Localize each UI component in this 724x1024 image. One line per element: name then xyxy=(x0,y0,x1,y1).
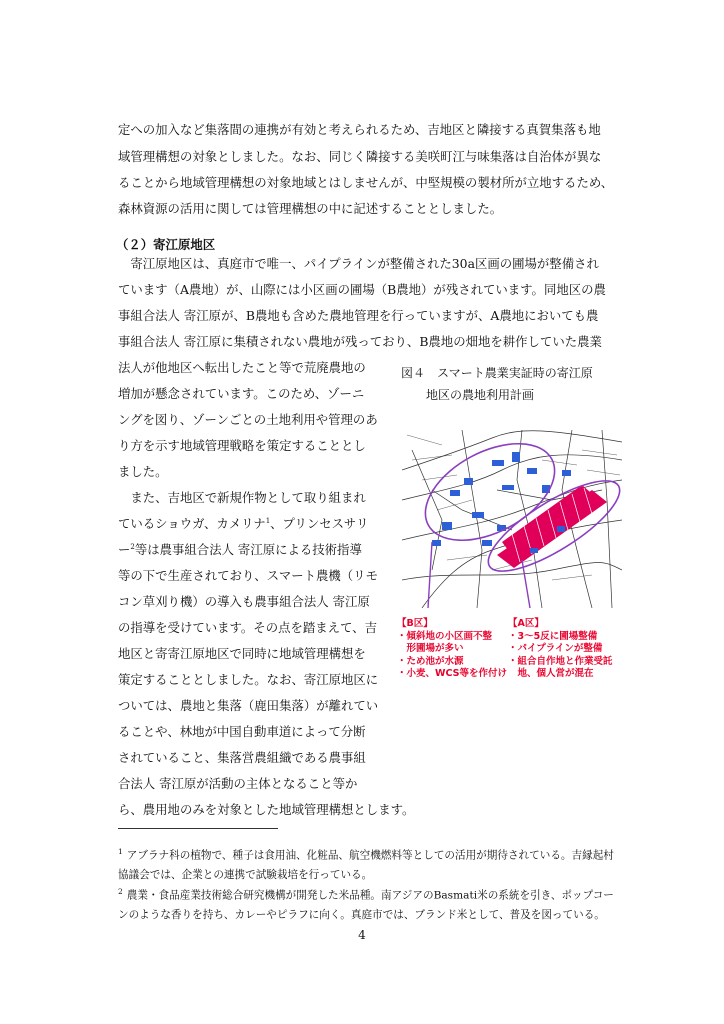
body-line-4: 森林資源の活用に関しては管理構想の中に記述することとしました。 xyxy=(118,201,503,216)
footnote-1 xyxy=(118,842,614,885)
section-line-4: 事組合法人 寄江原に集積されない農地が残っており、B農地の畑地を耕作していた農業 xyxy=(118,334,602,349)
wrap-line-2: 増加が懸念されています。このため、ゾーニ xyxy=(118,386,365,401)
legend-b-line-4: ・小麦、WCS等を作付け xyxy=(397,668,507,679)
wrap-line-17: 合法人 寄江原が活動の主体となること等か xyxy=(118,776,358,791)
footnote-ref-1[interactable]: 1 xyxy=(265,516,271,525)
wrap-line-5: ました。 xyxy=(118,464,168,479)
wrap-line-4: り方を示す地域管理戦略を策定することとし xyxy=(118,438,366,453)
land-use-map xyxy=(402,430,622,608)
legend-a-line-3: ・組合自作地と作業受託 xyxy=(508,655,613,667)
legend-b-zone xyxy=(397,618,507,681)
footnote-2-number: 2 xyxy=(118,887,123,896)
wrap-line-11: の指導を受けています。その点を踏まえて、吉 xyxy=(118,620,377,635)
footnote-2 xyxy=(118,882,614,925)
footnote-2-text: 農業・食品産業技術総合研究機構が開発した米品種。南アジアのBasmati米の系統を引き、ポップコーンのような香りを持ち、カレーやピラフに向く。真庭市では、ブランド米として、普及を図っている。 xyxy=(118,889,614,921)
wrap-line-7-tail: 、プリンセスサリ xyxy=(270,516,369,531)
legend-a-zone xyxy=(508,618,613,681)
wrap-line-14: ついては、農地と集落（鹿田集落）が離れてい xyxy=(118,698,379,713)
wrap-line-15: ることや、林地が中国自動車道によって分断 xyxy=(118,724,366,739)
last-line: ら、農用地のみを対象とした地域管理構想とします。 xyxy=(118,802,415,817)
wrap-line-9: 等の下で生産されており、スマート農機（リモ xyxy=(118,568,378,583)
wrap-line-3: ングを図り、ゾーンごとの土地利用や管理のあ xyxy=(118,412,378,427)
wrap-line-8-text: ー xyxy=(118,542,131,557)
wrap-line-13: 策定することとしました。なお、寄江原地区に xyxy=(118,672,379,687)
figure-caption-line-2: 地区の農地利用計画 xyxy=(426,388,535,402)
body-line-3: ることから地域管理構想の対象地域とはしませんが、中堅規模の製材所が立地するため、 xyxy=(118,175,614,190)
body-line-1: 定への加入など集落間の連携が有効と考えられるため、吉地区と隣接する真賀集落も地 xyxy=(118,122,601,137)
footnote-1-text: アブラナ科の植物で、種子は食用油、化粧品、航空機燃料等としての活用が期待されている。吉縁起村協議会では、企業との連携で試験栽培を行っている。 xyxy=(118,849,614,881)
legend-b-line-2: 形圃場が多い xyxy=(397,643,464,654)
legend-a-title: 【A区】 xyxy=(508,618,544,629)
wrap-line-1: 法人が他地区へ転出したこと等で荒廃農地の xyxy=(118,360,366,375)
footnote-ref-2[interactable]: 2 xyxy=(130,542,135,551)
section-line-2: ています（A農地）が、山際には小区画の圃場（B農地）が残されています。同地区の農 xyxy=(118,282,606,297)
footnote-divider xyxy=(118,828,278,829)
legend-b-line-3: ・ため池が水源 xyxy=(397,655,464,667)
wrap-line-7-text: ているショウガ、カメリナ xyxy=(118,516,266,531)
legend-a-line-2: ・パイプラインが整備 xyxy=(508,643,603,654)
wrap-line-16: されていること、集落営農組織である農事組 xyxy=(118,750,366,765)
wrap-line-7 xyxy=(118,516,369,532)
wrap-line-8 xyxy=(118,542,362,558)
section-heading: （２）寄江原地区 xyxy=(116,237,216,252)
wrap-line-10: コン草刈り機）の導入も農事組合法人 寄江原 xyxy=(118,594,370,609)
section-line-3: 事組合法人 寄江原が、B農地も含めた農地管理を行っていますが、A農地においても農 xyxy=(118,308,599,323)
legend-b-line-1: ・傾斜地の小区画不整 xyxy=(397,630,493,642)
section-line-1: 寄江原地区は、真庭市で唯一、パイプラインが整備された30a区画の圃場が整備され xyxy=(118,256,599,271)
wrap-line-8-tail: 等は農事組合法人 寄江原による技術指導 xyxy=(134,542,362,557)
legend-a-line-4: 地、個人営が混在 xyxy=(508,668,594,679)
page-number: 4 xyxy=(358,928,366,942)
wrap-line-12: 地区と寄寄江原地区で同時に地域管理構想を xyxy=(118,646,366,661)
footnote-1-number: 1 xyxy=(118,847,123,856)
figure-caption-line-1: 図４ スマート農業実証時の寄江原 xyxy=(401,366,593,380)
body-line-2: 域管理構想の対象としました。なお、同じく隣接する美咲町江与味集落は自治体が異な xyxy=(118,149,602,164)
wrap-line-6: また、吉地区で新規作物として取り組まれ xyxy=(118,490,366,505)
land-use-map-svg xyxy=(402,430,622,608)
legend-a-line-1: ・3～5反に圃場整備 xyxy=(508,630,598,642)
legend-b-title: 【B区】 xyxy=(397,618,433,629)
